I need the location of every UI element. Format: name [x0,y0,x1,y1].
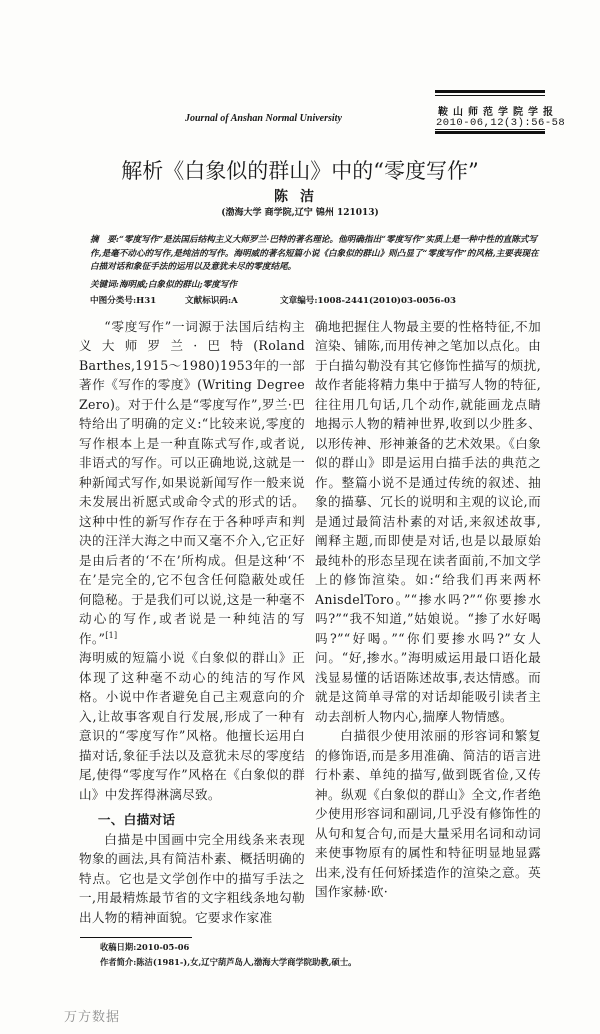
clc-number: 中图分类号:H31 [90,296,157,306]
citation: [1] [105,630,118,640]
journal-title-chinese: 鞍山师范学院学报 [438,107,558,118]
author-affiliation: (渤海大学 商学院,辽宁 锦州 121013) [221,208,379,218]
article-number: 文章编号:1008-2441(2010)03-0056-03 [280,296,456,306]
abstract: 摘 要:“零度写作”是法国后结构主义大师罗兰·巴特的著名理论。他明确指出“零度写作”实质上是一种中性的直陈式写作,是毫不动心的写作,是纯洁的写作。海明威的著名短篇小说《白象似的群山》则凸显了“零度写作”的风格,主要表现在白描对话和象征手法的运用以及意犹未尽的零度结尾。 [90,235,539,272]
author-bio: 作者简介:陈洁(1981-),女,辽宁葫芦岛人,渤海大学商学院助教,硕士。 [100,957,357,967]
paragraph: 确地把握住人物最主要的性格特征,不加渲染、铺陈,而用传神之笔加以点化。由于白描勾勒没有其它修饰性描写的烦扰,故作者能将精力集中于描写人物的特征,往往用几句话,几个动作,就能画龙点睛地揭示人物的精神世界,收到以少胜多、以形传神、形神兼备的艺术效果。《白象似的群山》即是运用白描手法的典范之作。整篇小说不是通过传统的叙述、抽象的描摹、冗长的说明和主观的议论,而是通过最简洁朴素的对话,来叙述故事,阐释主题,而即使是对话,也是以最原始最纯朴的形态呈现在读者面前,不加文学上的修饰渲染。如:“给我们再来两杯 AnisdelToro。”“掺水吗?”“你要掺水吗?”“我不知道,”姑娘说。“掺了水好喝吗?”“好喝。”“你们要掺水吗?”女人问。“好,掺水。”海明威运用最口语化最浅显易懂的话语陈述故事,表达情感。而就是这简单寻常的对话却能吸引读者主动去剖析人物内心,揣摩人物情感。 [315,318,541,724]
received-date: 收稿日期:2010-05-06 [100,942,190,952]
keywords: 关键词:海明威;白象似的群山;零度写作 [90,279,238,290]
paragraph: 白描是中国画中完全用线条来表现物象的画法,具有简洁朴素、概括明确的特点。它也是文学创作中的描写手法之一,用最精炼最节省的文字粗线条地勾勒出人物的精神面貌。它要求作家准 [79,831,305,925]
paragraph: 海明威的短篇小说《白象似的群山》正体现了这种毫不动心的纯洁的写作风格。小说中作者避免自己主观意向的介入,让故事客观自行发展,形成了一种有意识的“零度写作”风格。他擅长运用白描对话,象征手法以及意犹未尽的零度结尾,使得“零度写作”风格在《白象似的群山》中发挥得淋漓尽致。 [79,650,305,802]
document-code: 文献标识码:A [185,296,238,306]
section-heading: 一、白描对话 [97,812,176,827]
body-column-right [315,317,541,902]
article-title: 解析《白象似的群山》中的“零度写作” [121,159,479,183]
footnote-rule [80,937,192,938]
paragraph: 白描很少使用浓丽的形容词和繁复的修饰语,而是多用准确、简洁的语言进行朴素、单纯的描写,做到既省俭,又传神。纵观《白象似的群山》全文,作者绝少使用形容词和副词,几乎没有修饰性的从句和复合句,而是大量采用名词和动词来使事物原有的属性和特征明显地显露出来,没有任何矫揉造作的渲染之意。英国作家赫·欧· [315,728,541,899]
paragraph-text: “零度写作”一词源于法国后结构主义大师罗兰·巴特(Roland Barthes,1915～1980)1953年的一部著作《写作的零度》(Writing Degree Zero)。对于什么是“零度写作”,罗兰·巴特给出了明确的定义:“比较来说,零度的写作根本上是一种直陈式写作,或者说,非语式的写作。可以正确地说,这就是一种新闻式写作,如果说新闻写作一般来说未发展出祈愿式或命令式的形式的话。这种中性的新写作存在于各种呼声和判决的汪洋大海之中而又毫不介入,它正好是由后者的‘不在’所构成。但是这种‘不在’是完全的,它不包含任何隐蔽处或任何隐秘。于是我们可以说,这是一种毫不动心的写作,或者说是一种纯洁的写作。” [79,318,305,646]
journal-issue: 2010-06,12(3):56-58 [436,117,566,129]
paragraph [79,317,305,649]
footnotes [80,937,600,970]
journal-title-english: Journal of Anshan Normal University [185,113,342,124]
classification-line [90,295,540,309]
body-columns [79,317,600,928]
article-author: 陈洁 [274,189,326,205]
body-column-left [79,317,305,928]
watermark: 万方数据 [64,1010,121,1025]
